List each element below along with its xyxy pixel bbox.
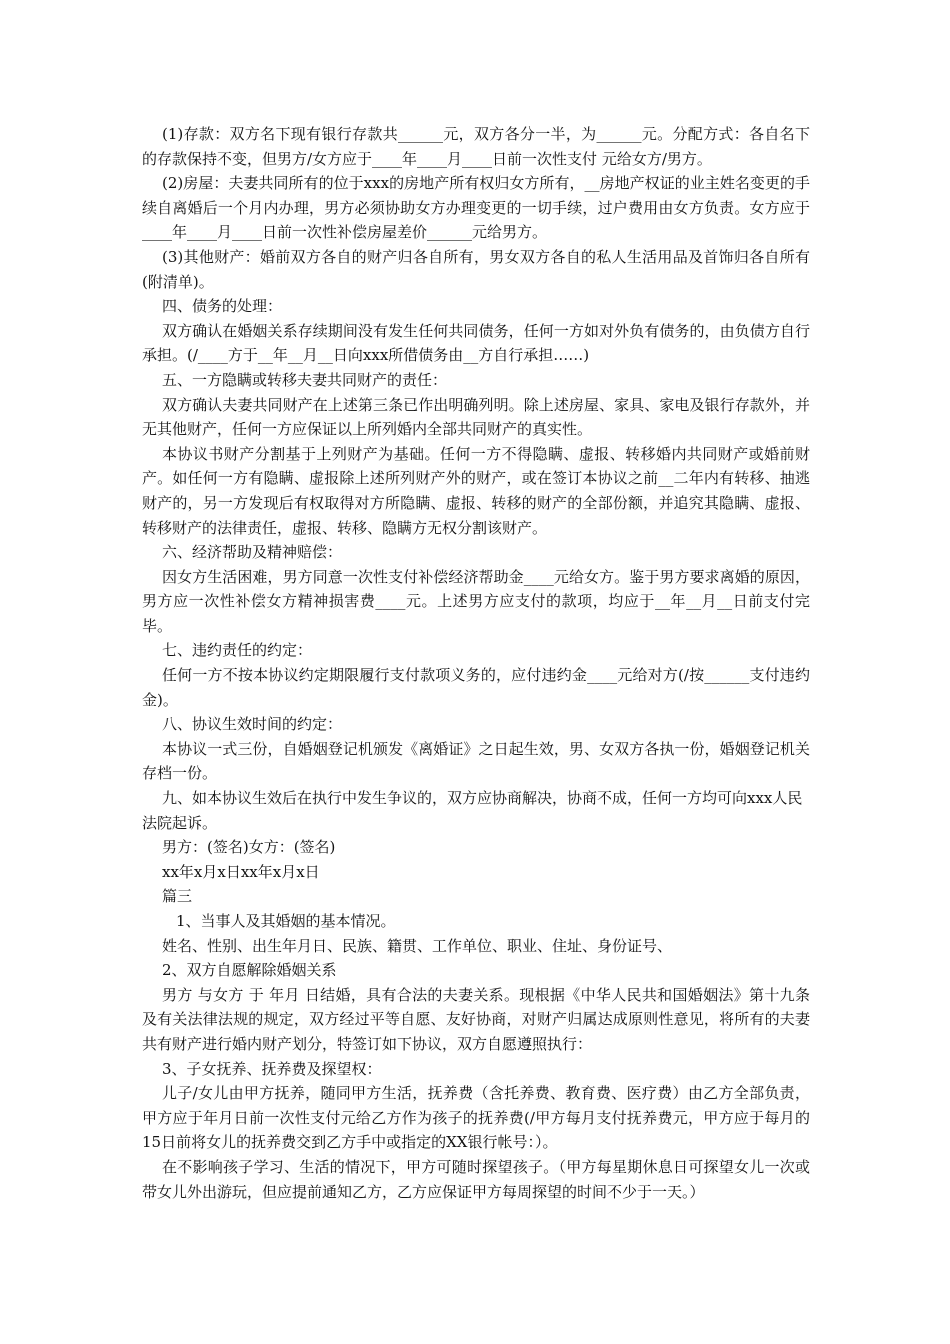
other-property-clause: (3)其他财产：婚前双方各自的财产归各自所有，男女双方各自的私人生活用品及首饰归各自所有(附清单)。 [142,247,810,291]
section-heading-effective: 八、协议生效时间的约定： [162,715,343,734]
concealment-clause-1: 双方确认夫妻共同财产在上述第三条已作出明确列明。除上述房屋、家具、家电及银行存款外，并无其他财产，任何一方应保证以上所列婚内全部共同财产的真实性。 [142,395,810,439]
child-support-heading: 3、子女抚养、抚养费及探望权： [162,1059,382,1078]
dispute-clause: 九、如本协议生效后在执行中发生争议的，双方应协商解决，协商不成，任何一方均可向xxx人民法院起诉。 [142,789,803,832]
house-clause: (2)房屋：夫妻共同所有的位于xxx的房地产所有权归女方所有，__房地产权证的业主姓名变更的手续自离婚后一个月内办理，男方必须协助女方办理变更的一切手续，过户费用由女方负责。女方应于____年____月____日前一次性补偿房屋差价______元给男方。 [142,174,810,242]
section-heading-compensation: 六、经济帮助及精神赔偿： [162,543,343,562]
debt-clause: 双方确认在婚姻关系存续期间没有发生任何共同债务，任何一方如对外负有债务的，由负债方自行承担。(/____方于__年__月__日向xxx所借债务由__方自行承担……) [142,321,810,365]
section-heading-breach: 七、违约责任的约定： [162,641,313,660]
date-line: xx年x月x日xx年x月x日 [162,862,320,881]
section-heading-debt: 四、债务的处理： [162,297,283,316]
child-support-clause: 儿子/女儿由甲方抚养，随同甲方生活，抚养费（含托养费、教育费、医疗费）由乙方全部负责，甲方应于年月日前一次性支付元给乙方作为孩子的抚养费(/甲方每月支付抚养费元，甲方应于每月的15日前将女儿的抚养费交到乙方手中或指定的XX银行帐号：）。 [142,1084,810,1152]
concealment-clause-2: 本协议书财产分割基于上列财产为基础。任何一方不得隐瞒、虚报、转移婚内共同财产或婚前财产。如任何一方有隐瞒、虚报除上述所列财产外的财产，或在签订本协议之前__二年内有转移、抽逃财产的，另一方发现后有权取得对方所隐瞒、虚报、转移的财产的全部份额，并追究其隐瞒、虚报、转移财产的法律责任，虚报、转移、隐瞒方无权分割该财产。 [142,444,810,537]
voluntary-divorce-heading: 2、双方自愿解除婚姻关系 [162,961,337,980]
signature-line: 男方：(签名)女方：(签名) [162,838,336,857]
visitation-clause: 在不影响孩子学习、生活的情况下，甲方可随时探望孩子。（甲方每星期休息日可探望女儿一次或带女儿外出游玩，但应提前通知乙方，乙方应保证甲方每周探望的时间不少于一天。） [142,1157,810,1201]
deposit-clause: (1)存款：双方名下现有银行存款共______元，双方各分一半，为______元。分配方式：各自名下的存款保持不变，但男方/女方应于____年____月____日前一次性支付 元给女方/男方。 [142,125,810,168]
document-body [142,122,810,1204]
breach-clause: 任何一方不按本协议约定期限履行支付款项义务的，应付违约金____元给对方(/按______支付违约金)。 [142,666,810,709]
section-heading-concealment: 五、一方隐瞒或转移夫妻共同财产的责任： [162,370,448,389]
effective-clause: 本协议一式三份，自婚姻登记机颁发《离婚证》之日起生效，男、女双方各执一份，婚姻登记机关存档一份。 [142,739,810,783]
compensation-clause: 因女方生活困难，男方同意一次性支付补偿经济帮助金____元给女方。鉴于男方要求离婚的原因，男方应一次性补偿女方精神损害费____元。上述男方应支付的款项，均应于__年__月__日前支付完毕。 [142,567,810,635]
basic-info-fields: 姓名、性别、出生年月日、民族、籍贯、工作单位、职业、住址、身份证号、 [162,936,673,955]
basic-info-heading: 1、当事人及其婚姻的基本情况。 [176,912,396,930]
marriage-statement: 男方 与女方 于 年月 日结婚，具有合法的夫妻关系。现根据《中华人民共和国婚姻法》第十九条及有关法律法规的规定，双方经过平等自愿、友好协商，对财产归属达成原则性意见，将所有的夫妻共有财产进行婚内财产划分，特签订如下协议，双方自愿遵照执行： [142,985,810,1053]
part-three-heading: 篇三 [162,887,193,906]
